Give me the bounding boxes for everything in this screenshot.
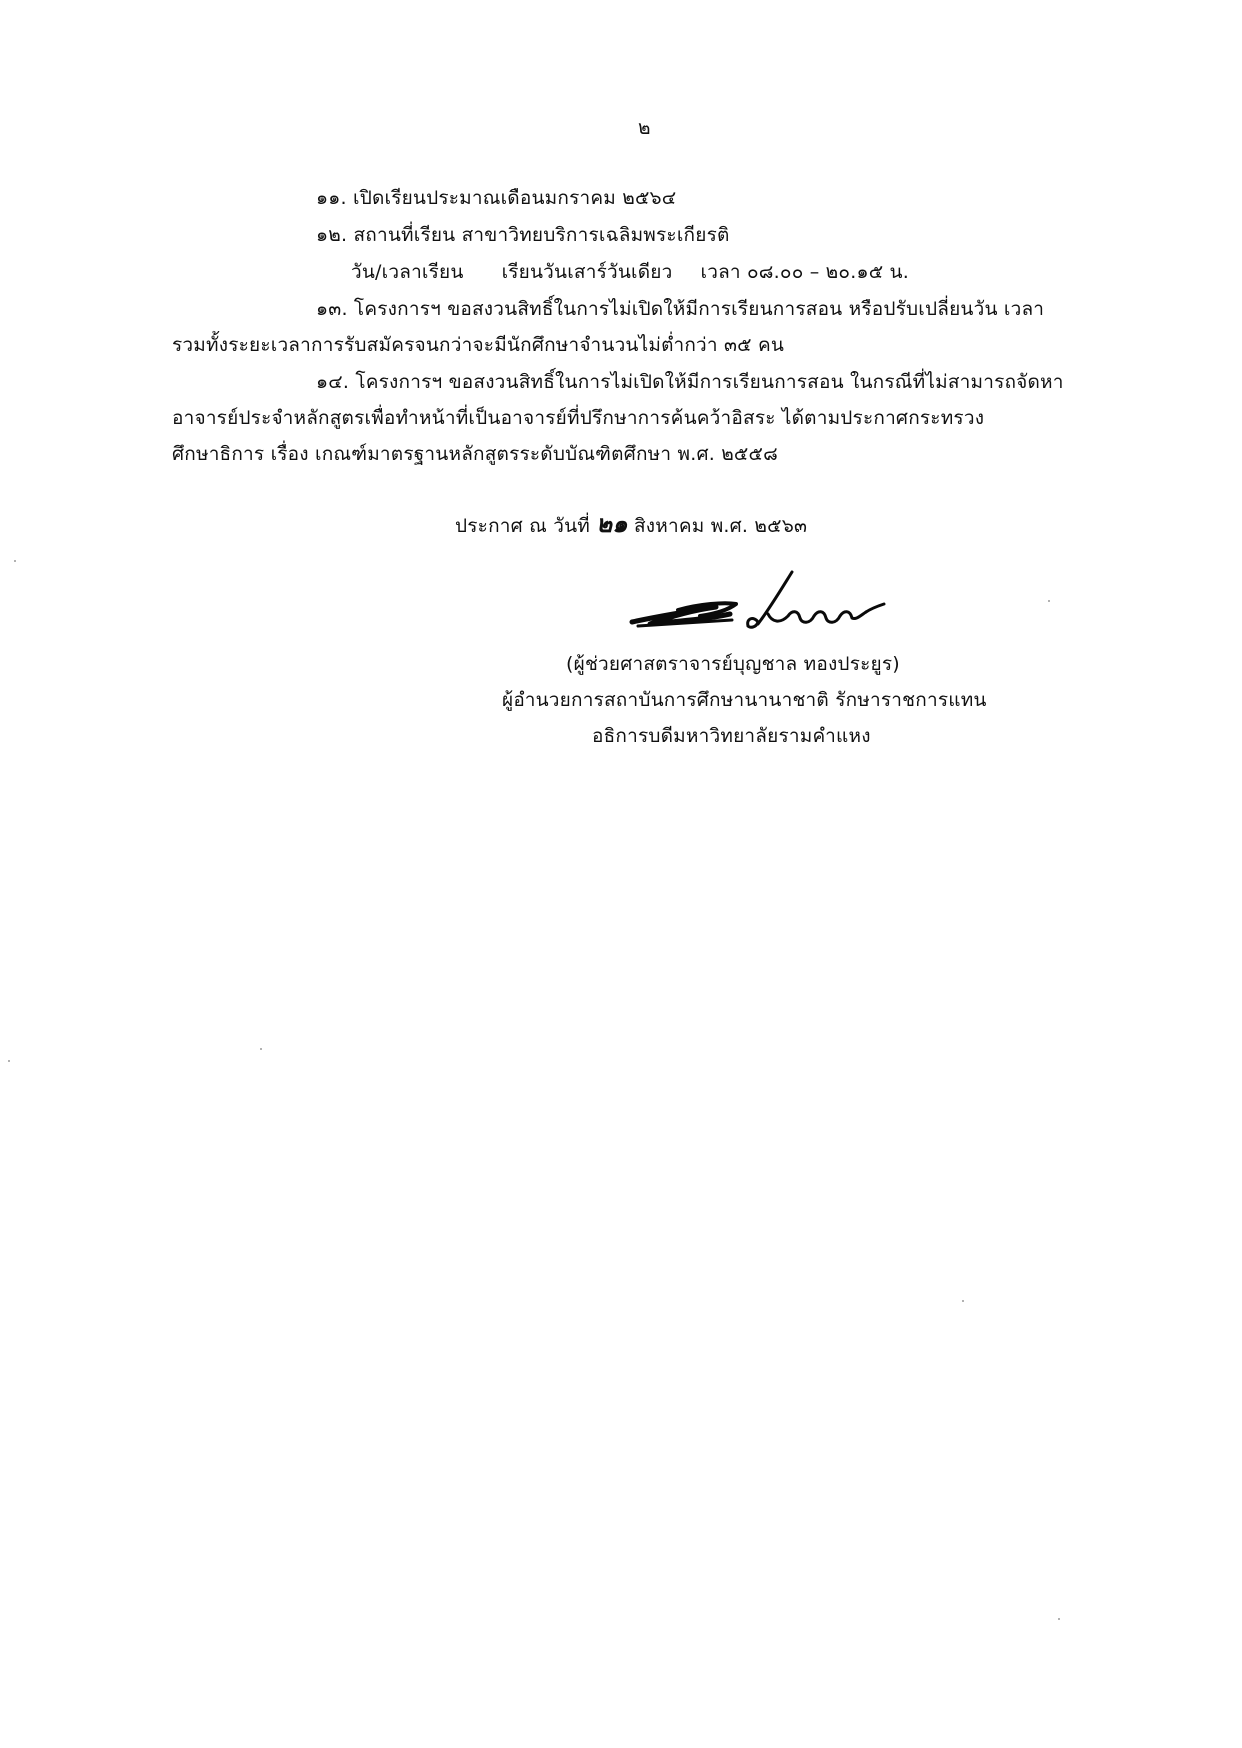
scan-speck [1058, 1618, 1060, 1620]
schedule-row [351, 260, 909, 284]
schedule-time: เวลา ๐๘.๐๐ – ๒๐.๑๕ น. [700, 261, 909, 283]
item-13-line-1: ๑๓. โครงการฯ ขอสงวนสิทธิ์ในการไม่เปิดให้มีการเรียนการสอน หรือปรับเปลี่ยนวัน เวลา [316, 298, 1045, 320]
scan-speck [8, 1060, 10, 1062]
schedule-label: วัน/เวลาเรียน [351, 261, 464, 283]
announcement-prefix: ประกาศ ณ วันที่ [455, 515, 590, 537]
page-number: ๒ [638, 117, 651, 139]
item-14-line-2: อาจารย์ประจำหลักสูตรเพื่อทำหน้าที่เป็นอาจารย์ที่ปรึกษาการค้นคว้าอิสระ ได้ตามประกาศกระทรวง [172, 407, 985, 429]
item-11: ๑๑. เปิดเรียนประมาณเดือนมกราคม ๒๕๖๔ [316, 187, 677, 209]
announcement-date [455, 509, 808, 538]
item-12: ๑๒. สถานที่เรียน สาขาวิทยบริการเฉลิมพระเกียรติ [316, 224, 730, 246]
announcement-month-year: สิงหาคม พ.ศ. ๒๕๖๓ [633, 515, 808, 537]
announcement-day: ๒๑ [596, 509, 628, 538]
scan-speck [14, 560, 16, 562]
scan-speck [962, 1300, 964, 1302]
signatory-position-line-2: อธิการบดีมหาวิทยาลัยรามคำแหง [592, 725, 871, 747]
signatory-name: (ผู้ช่วยศาสตราจารย์บุญชาล ทองประยูร) [566, 653, 900, 675]
scan-speck [1048, 600, 1050, 602]
signatory-position-line-1: ผู้อำนวยการสถาบันการศึกษานานาชาติ รักษาราชการแทน [502, 689, 987, 711]
schedule-day: เรียนวันเสาร์วันเดียว [501, 261, 673, 283]
scan-speck [260, 1048, 262, 1050]
item-13-line-2: รวมทั้งระยะเวลาการรับสมัครจนกว่าจะมีนักศึกษาจำนวนไม่ต่ำกว่า ๓๕ คน [172, 334, 785, 356]
item-14-line-1: ๑๔. โครงการฯ ขอสงวนสิทธิ์ในการไม่เปิดให้มีการเรียนการสอน ในกรณีที่ไม่สามารถจัดหา [316, 371, 1064, 393]
item-14-line-3: ศึกษาธิการ เรื่อง เกณฑ์มาตรฐานหลักสูตรระดับบัณฑิตศึกษา พ.ศ. ๒๕๕๘ [172, 443, 778, 465]
